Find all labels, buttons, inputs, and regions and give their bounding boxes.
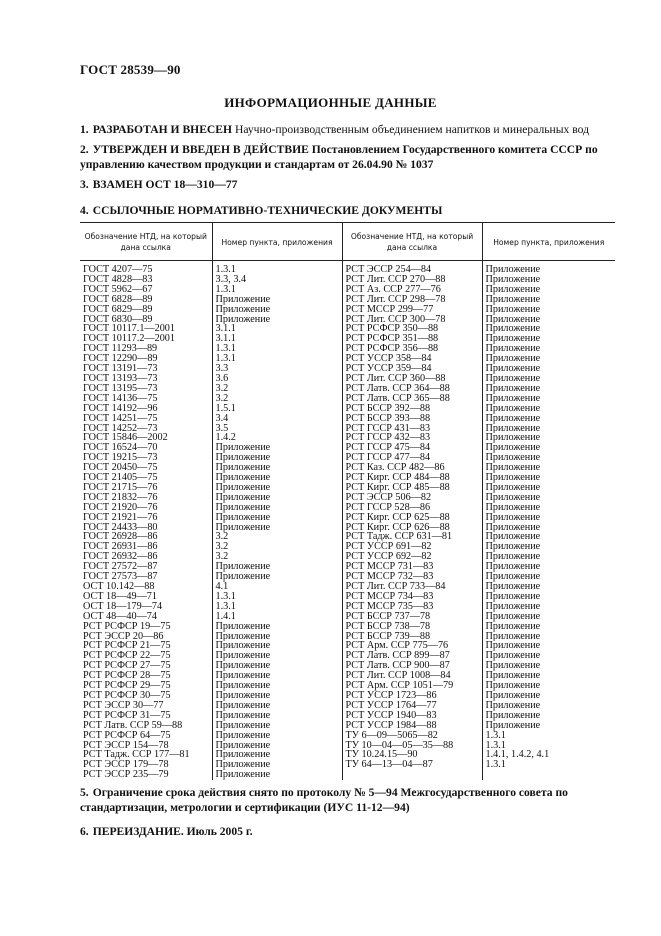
point-number-cell: 3.3	[212, 364, 342, 374]
point-number-cell: Приложение	[482, 691, 615, 701]
point-number-cell: Приложение	[212, 741, 342, 751]
table-row	[80, 622, 615, 632]
ntd-designation-cell: РСТ Лит. ССР 298—78	[342, 295, 482, 305]
table-row	[80, 295, 615, 305]
point-number-cell: Приложение	[212, 463, 342, 473]
point-number-cell: Приложение	[212, 562, 342, 572]
point-number-cell: 3.2	[212, 384, 342, 394]
ntd-designation-cell: РСТ ЭССР 254—84	[342, 261, 482, 275]
table-row	[80, 612, 615, 622]
table-row	[80, 592, 615, 602]
table-row	[80, 261, 615, 275]
table-row	[80, 770, 615, 780]
point-number-cell: 3.6	[212, 374, 342, 384]
ntd-designation-cell: РСТ УССР 1723—86	[342, 691, 482, 701]
table-row	[80, 394, 615, 404]
table-row	[80, 513, 615, 523]
point-number-cell: Приложение	[482, 671, 615, 681]
ntd-designation-cell: ГОСТ 16524—70	[83, 443, 158, 454]
table-row	[80, 691, 615, 701]
table-row	[80, 701, 615, 711]
point-number-cell: Приложение	[212, 661, 342, 671]
point-number-cell: Приложение	[482, 433, 615, 443]
ntd-designation-cell: ГОСТ 13191—73	[83, 364, 158, 374]
header-ntd-right: Обозначение НТД, на который дана ссылка	[342, 223, 482, 261]
table-row	[80, 632, 615, 642]
table-row	[80, 443, 615, 453]
ntd-designation-cell: ГОСТ 10117.2—2001	[83, 334, 175, 345]
point-number-cell: Приложение	[482, 513, 615, 523]
table-row	[80, 414, 615, 424]
ntd-designation-cell: РСТ УССР 1940—83	[342, 711, 482, 721]
ntd-designation-cell: РСТ МССР 731—83	[342, 562, 482, 572]
point-number-cell: Приложение	[482, 493, 615, 503]
ntd-designation-cell: РСТ ЭССР 30—77	[83, 700, 164, 711]
ntd-designation-cell: ГОСТ 26932—86	[83, 552, 158, 563]
ntd-designation-cell: ГОСТ 14136—75	[83, 393, 158, 404]
table-row	[80, 473, 615, 483]
ntd-designation-cell: ГОСТ 26928—86	[83, 532, 158, 543]
point-number-cell: Приложение	[482, 275, 615, 285]
ntd-designation-cell: РСТ БССР 739—88	[342, 632, 482, 642]
table-row	[80, 532, 615, 542]
point-number-cell: Приложение	[482, 523, 615, 533]
table-header-row	[80, 223, 615, 261]
point-number-cell: Приложение	[482, 483, 615, 493]
point-number-cell: 1.3.1	[482, 760, 615, 770]
ntd-designation-cell: ГОСТ 15846—2002	[83, 433, 168, 444]
point-number-cell: Приложение	[212, 750, 342, 760]
table-row	[80, 731, 615, 741]
point-number-cell: Приложение	[212, 711, 342, 721]
ntd-designation-cell: ГОСТ 4207—75	[83, 264, 153, 275]
point-number-cell: 3.2	[212, 532, 342, 542]
header-point-left: Номер пункта, приложения	[212, 223, 342, 261]
point-number-cell: Приложение	[212, 770, 342, 780]
ntd-designation-cell: ГОСТ 20450—75	[83, 463, 158, 474]
point-number-cell: Приложение	[482, 651, 615, 661]
ntd-designation-cell: РСТ РСФСР 22—75	[83, 651, 171, 662]
item-number: 5.	[80, 786, 89, 799]
ntd-designation-cell: ОСТ 48—40—74	[83, 611, 157, 622]
item-text: ВЗАМЕН ОСТ 18—310—77	[92, 178, 238, 191]
ntd-designation-cell: ОСТ 10.142—88	[83, 582, 155, 592]
item-text: ПЕРЕИЗДАНИЕ. Июль 2005 г.	[92, 825, 253, 838]
ntd-designation-cell: РСТ УССР 1984—88	[342, 721, 482, 731]
header-ntd-left: Обозначение НТД, на который дана ссылка	[80, 223, 212, 261]
ntd-designation-cell: РСТ Латв. ССР 900—87	[342, 661, 482, 671]
point-number-cell: Приложение	[212, 483, 342, 493]
point-number-cell: Приложение	[482, 681, 615, 691]
point-number-cell: Приложение	[482, 602, 615, 612]
point-number-cell: Приложение	[482, 622, 615, 632]
table-row	[80, 493, 615, 503]
point-number-cell: Приложение	[212, 473, 342, 483]
point-number-cell	[482, 770, 615, 780]
table-row	[80, 503, 615, 513]
point-number-cell: Приложение	[212, 295, 342, 305]
point-number-cell: Приложение	[212, 493, 342, 503]
item-number: 4.	[80, 204, 89, 217]
point-number-cell: Приложение	[482, 305, 615, 315]
table-row	[80, 305, 615, 315]
point-number-cell: Приложение	[482, 552, 615, 562]
ntd-designation-cell: РСТ РСФСР 30—75	[83, 690, 171, 701]
point-number-cell: Приложение	[212, 513, 342, 523]
point-number-cell: 1.4.1, 1.4.2, 4.1	[482, 750, 615, 760]
ntd-designation-cell: РСТ МССР 299—77	[342, 305, 482, 315]
table-row	[80, 572, 615, 582]
ntd-designation-cell: РСТ БССР 737—78	[342, 612, 482, 622]
ntd-designation-cell: РСТ Тадж. ССР 177—81	[83, 750, 190, 761]
point-number-cell: Приложение	[482, 661, 615, 671]
point-number-cell: 4.1	[212, 582, 342, 592]
point-number-cell: Приложение	[212, 315, 342, 325]
table-row	[80, 523, 615, 533]
point-number-cell: Приложение	[212, 632, 342, 642]
table-row	[80, 483, 615, 493]
ntd-designation-cell: РСТ Лит. ССР 300—78	[342, 315, 482, 325]
ntd-designation-cell: РСТ Аз. ССР 277—76	[342, 285, 482, 295]
point-number-cell: Приложение	[212, 731, 342, 741]
table-row	[80, 562, 615, 572]
table-row	[80, 364, 615, 374]
table-row	[80, 285, 615, 295]
ntd-designation-cell: ГОСТ 4828—83	[83, 274, 153, 285]
point-number-cell: Приложение	[482, 473, 615, 483]
point-number-cell: Приложение	[482, 641, 615, 651]
ntd-designation-cell: РСТ Тадж. ССР 631—81	[342, 532, 482, 542]
point-number-cell: Приложение	[482, 542, 615, 552]
point-number-cell: Приложение	[212, 701, 342, 711]
ntd-designation-cell: РСТ Кирг. ССР 626—88	[342, 523, 482, 533]
item-number: 6.	[80, 825, 89, 838]
ntd-designation-cell: ГОСТ 21715—76	[83, 482, 158, 493]
ntd-designation-cell: РСТ РСФСР 31—75	[83, 710, 171, 721]
references-table-body	[80, 261, 615, 781]
ntd-designation-cell: РСТ ЭССР 506—82	[342, 493, 482, 503]
table-row	[80, 741, 615, 751]
ntd-designation-cell: РСТ Латв. ССР 899—87	[342, 651, 482, 661]
item-text: Ограничение срока действия снято по протоколу № 5—94 Межгосударственного совета по стандартизации, метрологии и сертификации (ИУС 11-12—94)	[80, 786, 568, 814]
point-number-cell: Приложение	[212, 453, 342, 463]
point-number-cell: Приложение	[212, 443, 342, 453]
table-row	[80, 463, 615, 473]
ntd-designation-cell: РСТ Латв. ССР 364—88	[342, 384, 482, 394]
ntd-designation-cell: РСТ УССР 692—82	[342, 552, 482, 562]
point-number-cell: 3.3, 3.4	[212, 275, 342, 285]
point-number-cell: Приложение	[482, 295, 615, 305]
ntd-designation-cell: РСТ Лит. ССР 270—88	[342, 275, 482, 285]
ntd-designation-cell: РСТ ГССР 431—83	[342, 424, 482, 434]
ntd-designation-cell: ГОСТ 12290—89	[83, 354, 158, 365]
table-row	[80, 651, 615, 661]
ntd-designation-cell: ГОСТ 21405—75	[83, 473, 158, 483]
ntd-designation-cell: РСТ ГССР 475—84	[342, 443, 482, 453]
table-row	[80, 404, 615, 414]
item-number: 2.	[80, 143, 89, 156]
ntd-designation-cell: РСТ ЭССР 179—78	[83, 760, 169, 771]
ntd-designation-cell: РСТ УССР 1764—77	[342, 701, 482, 711]
point-number-cell: Приложение	[482, 582, 615, 592]
ntd-designation-cell: ГОСТ 27573—87	[83, 572, 158, 582]
table-row	[80, 433, 615, 443]
table-row	[80, 602, 615, 612]
ntd-designation-cell: РСТ РСФСР 28—75	[83, 671, 171, 682]
point-number-cell: 1.3.1	[212, 602, 342, 612]
ntd-designation-cell: РСТ МССР 732—83	[342, 572, 482, 582]
ntd-designation-cell: ГОСТ 5962—67	[83, 284, 153, 295]
table-row	[80, 542, 615, 552]
ntd-designation-cell: РСТ РСФСР 29—75	[83, 681, 171, 691]
point-number-cell: 1.3.1	[482, 731, 615, 741]
document-code: ГОСТ 28539—90	[80, 62, 181, 77]
ntd-designation-cell: РСТ РСФСР 350—88	[342, 324, 482, 334]
item-heading: РАЗРАБОТАН И ВНЕСЕН	[92, 123, 233, 136]
point-number-cell: Приложение	[212, 503, 342, 513]
point-number-cell: Приложение	[482, 572, 615, 582]
point-number-cell: Приложение	[212, 691, 342, 701]
table-row	[80, 453, 615, 463]
point-number-cell: 1.3.1	[212, 592, 342, 602]
table-row	[80, 681, 615, 691]
item-heading: УТВЕРЖДЕН И ВВЕДЕН В ДЕЙСТВИЕ	[92, 143, 309, 156]
point-number-cell: Приложение	[212, 651, 342, 661]
point-number-cell: Приложение	[212, 721, 342, 731]
ntd-designation-cell: РСТ РСФСР 27—75	[83, 661, 171, 672]
table-row	[80, 552, 615, 562]
ntd-designation-cell: ТУ 10.24.15—90	[342, 750, 482, 760]
ntd-designation-cell: РСТ РСФСР 19—75	[83, 621, 171, 632]
ntd-designation-cell: ГОСТ 21832—76	[83, 492, 158, 503]
point-number-cell: Приложение	[482, 324, 615, 334]
table-row	[80, 354, 615, 364]
point-number-cell: Приложение	[482, 532, 615, 542]
item-text: Научно-производственным объединением напитков и минеральных вод	[232, 123, 589, 136]
point-number-cell: 1.3.1	[212, 344, 342, 354]
ntd-designation-cell: ОСТ 18—49—71	[83, 591, 157, 602]
table-row	[80, 374, 615, 384]
point-number-cell: Приложение	[482, 261, 615, 275]
point-number-cell: Приложение	[482, 701, 615, 711]
ntd-designation-cell: ГОСТ 26931—86	[83, 542, 158, 553]
ntd-designation-cell: ТУ 10—04—05—35—88	[342, 741, 482, 751]
table-row	[80, 641, 615, 651]
point-number-cell: Приложение	[482, 364, 615, 374]
ntd-designation-cell: ГОСТ 14252—73	[83, 423, 158, 434]
point-number-cell: 1.3.1	[212, 285, 342, 295]
references-table	[80, 222, 615, 780]
point-number-cell: 1.3.1	[212, 261, 342, 275]
ntd-designation-cell: ГОСТ 6829—89	[83, 304, 153, 315]
ntd-designation-cell: РСТ Каз. ССР 482—86	[342, 463, 482, 473]
ntd-designation-cell: РСТ Лит. ССР 733—84	[342, 582, 482, 592]
table-row	[80, 721, 615, 731]
item-approved	[80, 142, 615, 172]
point-number-cell: Приложение	[482, 463, 615, 473]
point-number-cell: 1.4.1	[212, 612, 342, 622]
ntd-designation-cell: РСТ Арм. ССР 1051—79	[342, 681, 482, 691]
ntd-designation-cell: ГОСТ 24433—80	[83, 522, 158, 533]
ntd-designation-cell: РСТ БССР 738—78	[342, 622, 482, 632]
point-number-cell: 3.2	[212, 552, 342, 562]
point-number-cell: Приложение	[482, 443, 615, 453]
point-number-cell: 3.2	[212, 394, 342, 404]
point-number-cell: Приложение	[482, 612, 615, 622]
table-row	[80, 750, 615, 760]
item-developed	[80, 122, 615, 137]
ntd-designation-cell: РСТ РСФСР 351—88	[342, 334, 482, 344]
point-number-cell: 1.4.2	[212, 433, 342, 443]
ntd-designation-cell: РСТ БССР 392—88	[342, 404, 482, 414]
point-number-cell: Приложение	[212, 572, 342, 582]
table-row	[80, 582, 615, 592]
ntd-designation-cell: РСТ Арм. ССР 775—76	[342, 641, 482, 651]
ntd-designation-cell: РСТ УССР 691—82	[342, 542, 482, 552]
table-row	[80, 275, 615, 285]
section-title: ИНФОРМАЦИОННЫЕ ДАННЫЕ	[224, 95, 437, 110]
ntd-designation-cell: ТУ 6—09—5065—82	[342, 731, 482, 741]
ntd-designation-cell: РСТ ГССР 477—84	[342, 453, 482, 463]
ntd-designation-cell: РСТ Лит. ССР 360—88	[342, 374, 482, 384]
item-replaced	[80, 177, 615, 192]
point-number-cell: Приложение	[482, 315, 615, 325]
point-number-cell: Приложение	[482, 374, 615, 384]
ntd-designation-cell: ГОСТ 6830—89	[83, 314, 153, 325]
ntd-designation-cell: РСТ ГССР 432—83	[342, 433, 482, 443]
table-row	[80, 324, 615, 334]
point-number-cell: Приложение	[482, 711, 615, 721]
point-number-cell: Приложение	[212, 671, 342, 681]
table-row	[80, 671, 615, 681]
ntd-designation-cell: ГОСТ 13193—73	[83, 373, 158, 384]
item-number: 1.	[80, 123, 89, 136]
ntd-designation-cell: ГОСТ 10117.1—2001	[83, 324, 175, 335]
point-number-cell: 3.5	[212, 424, 342, 434]
ntd-designation-cell: ОСТ 18—179—74	[83, 601, 163, 612]
point-number-cell: Приложение	[212, 622, 342, 632]
point-number-cell: Приложение	[482, 404, 615, 414]
ntd-designation-cell: ГОСТ 21921—76	[83, 512, 158, 523]
point-number-cell: Приложение	[482, 285, 615, 295]
ntd-designation-cell: ГОСТ 13195—73	[83, 383, 158, 394]
point-number-cell: 1.5.1	[212, 404, 342, 414]
table-row	[80, 661, 615, 671]
ntd-designation-cell: ГОСТ 19215—73	[83, 453, 158, 464]
ntd-designation-cell: РСТ ЭССР 20—86	[83, 631, 164, 642]
ntd-designation-cell: ГОСТ 14251—75	[83, 413, 158, 424]
item-number: 3.	[80, 178, 89, 191]
ntd-designation-cell: РСТ Кирг. ССР 485—88	[342, 483, 482, 493]
ntd-designation-cell: РСТ УССР 359—84	[342, 364, 482, 374]
ntd-designation-cell: РСТ УССР 358—84	[342, 354, 482, 364]
ntd-designation-cell: РСТ Лит. ССР 1008—84	[342, 671, 482, 681]
point-number-cell: 3.1.1	[212, 324, 342, 334]
item-references	[80, 203, 615, 218]
point-number-cell: Приложение	[482, 424, 615, 434]
ntd-designation-cell: РСТ Латв. ССР 59—88	[83, 720, 183, 731]
table-row	[80, 424, 615, 434]
item-text: Постановлением Государственного комитета СССР по управлению качеством продукции и стандартам от 26.04.90 № 1037	[80, 143, 598, 171]
ntd-designation-cell: РСТ ЭССР 235—79	[83, 770, 169, 781]
table-row	[80, 315, 615, 325]
point-number-cell: Приложение	[482, 414, 615, 424]
ntd-designation-cell: ГОСТ 21920—76	[83, 502, 158, 513]
item-validity	[80, 785, 615, 815]
ntd-designation-cell: ГОСТ 6828—89	[83, 294, 153, 305]
point-number-cell: 1.3.1	[482, 741, 615, 751]
ntd-designation-cell: РСТ РСФСР 64—75	[83, 730, 171, 741]
point-number-cell: Приложение	[212, 760, 342, 770]
ntd-designation-cell: РСТ ЭССР 154—78	[83, 740, 169, 751]
ntd-designation-cell: РСТ МССР 734—83	[342, 592, 482, 602]
ntd-designation-cell: РСТ БССР 393—88	[342, 414, 482, 424]
ntd-designation-cell: РСТ ГССР 528—86	[342, 503, 482, 513]
point-number-cell: Приложение	[482, 344, 615, 354]
ntd-designation-cell: ТУ 64—13—04—87	[342, 760, 482, 770]
point-number-cell: Приложение	[212, 523, 342, 533]
table-row	[80, 760, 615, 770]
point-number-cell: Приложение	[482, 592, 615, 602]
point-number-cell: Приложение	[482, 632, 615, 642]
point-number-cell: Приложение	[212, 305, 342, 315]
point-number-cell: 3.4	[212, 414, 342, 424]
ntd-designation-cell: РСТ МССР 735—83	[342, 602, 482, 612]
ntd-designation-cell: РСТ РСФСР 356—88	[342, 344, 482, 354]
ntd-designation-cell: ГОСТ 14192—96	[83, 403, 158, 414]
item-text: ССЫЛОЧНЫЕ НОРМАТИВНО-ТЕХНИЧЕСКИЕ ДОКУМЕНТЫ	[92, 204, 443, 217]
table-row	[80, 344, 615, 354]
point-number-cell: Приложение	[482, 354, 615, 364]
point-number-cell: 3.1.1	[212, 334, 342, 344]
item-reissue	[80, 824, 615, 839]
ntd-designation-cell	[342, 770, 482, 780]
point-number-cell: Приложение	[482, 503, 615, 513]
point-number-cell: Приложение	[482, 394, 615, 404]
point-number-cell: Приложение	[482, 384, 615, 394]
ntd-designation-cell: РСТ Латв. ССР 365—88	[342, 394, 482, 404]
point-number-cell: Приложение	[212, 681, 342, 691]
table-row	[80, 334, 615, 344]
point-number-cell: Приложение	[482, 721, 615, 731]
header-point-right: Номер пункта, приложения	[482, 223, 615, 261]
table-row	[80, 711, 615, 721]
point-number-cell: Приложение	[482, 562, 615, 572]
point-number-cell: Приложение	[482, 453, 615, 463]
ntd-designation-cell: ГОСТ 27572—87	[83, 562, 158, 573]
point-number-cell: 1.3.1	[212, 354, 342, 364]
ntd-designation-cell: РСТ Кирг. ССР 484—88	[342, 473, 482, 483]
point-number-cell: 3.2	[212, 542, 342, 552]
ntd-designation-cell: ГОСТ 11293—89	[83, 344, 158, 355]
ntd-designation-cell: РСТ Кирг. ССР 625—88	[342, 513, 482, 523]
point-number-cell: Приложение	[482, 334, 615, 344]
ntd-designation-cell: РСТ РСФСР 21—75	[83, 641, 171, 652]
point-number-cell: Приложение	[212, 641, 342, 651]
table-row	[80, 384, 615, 394]
